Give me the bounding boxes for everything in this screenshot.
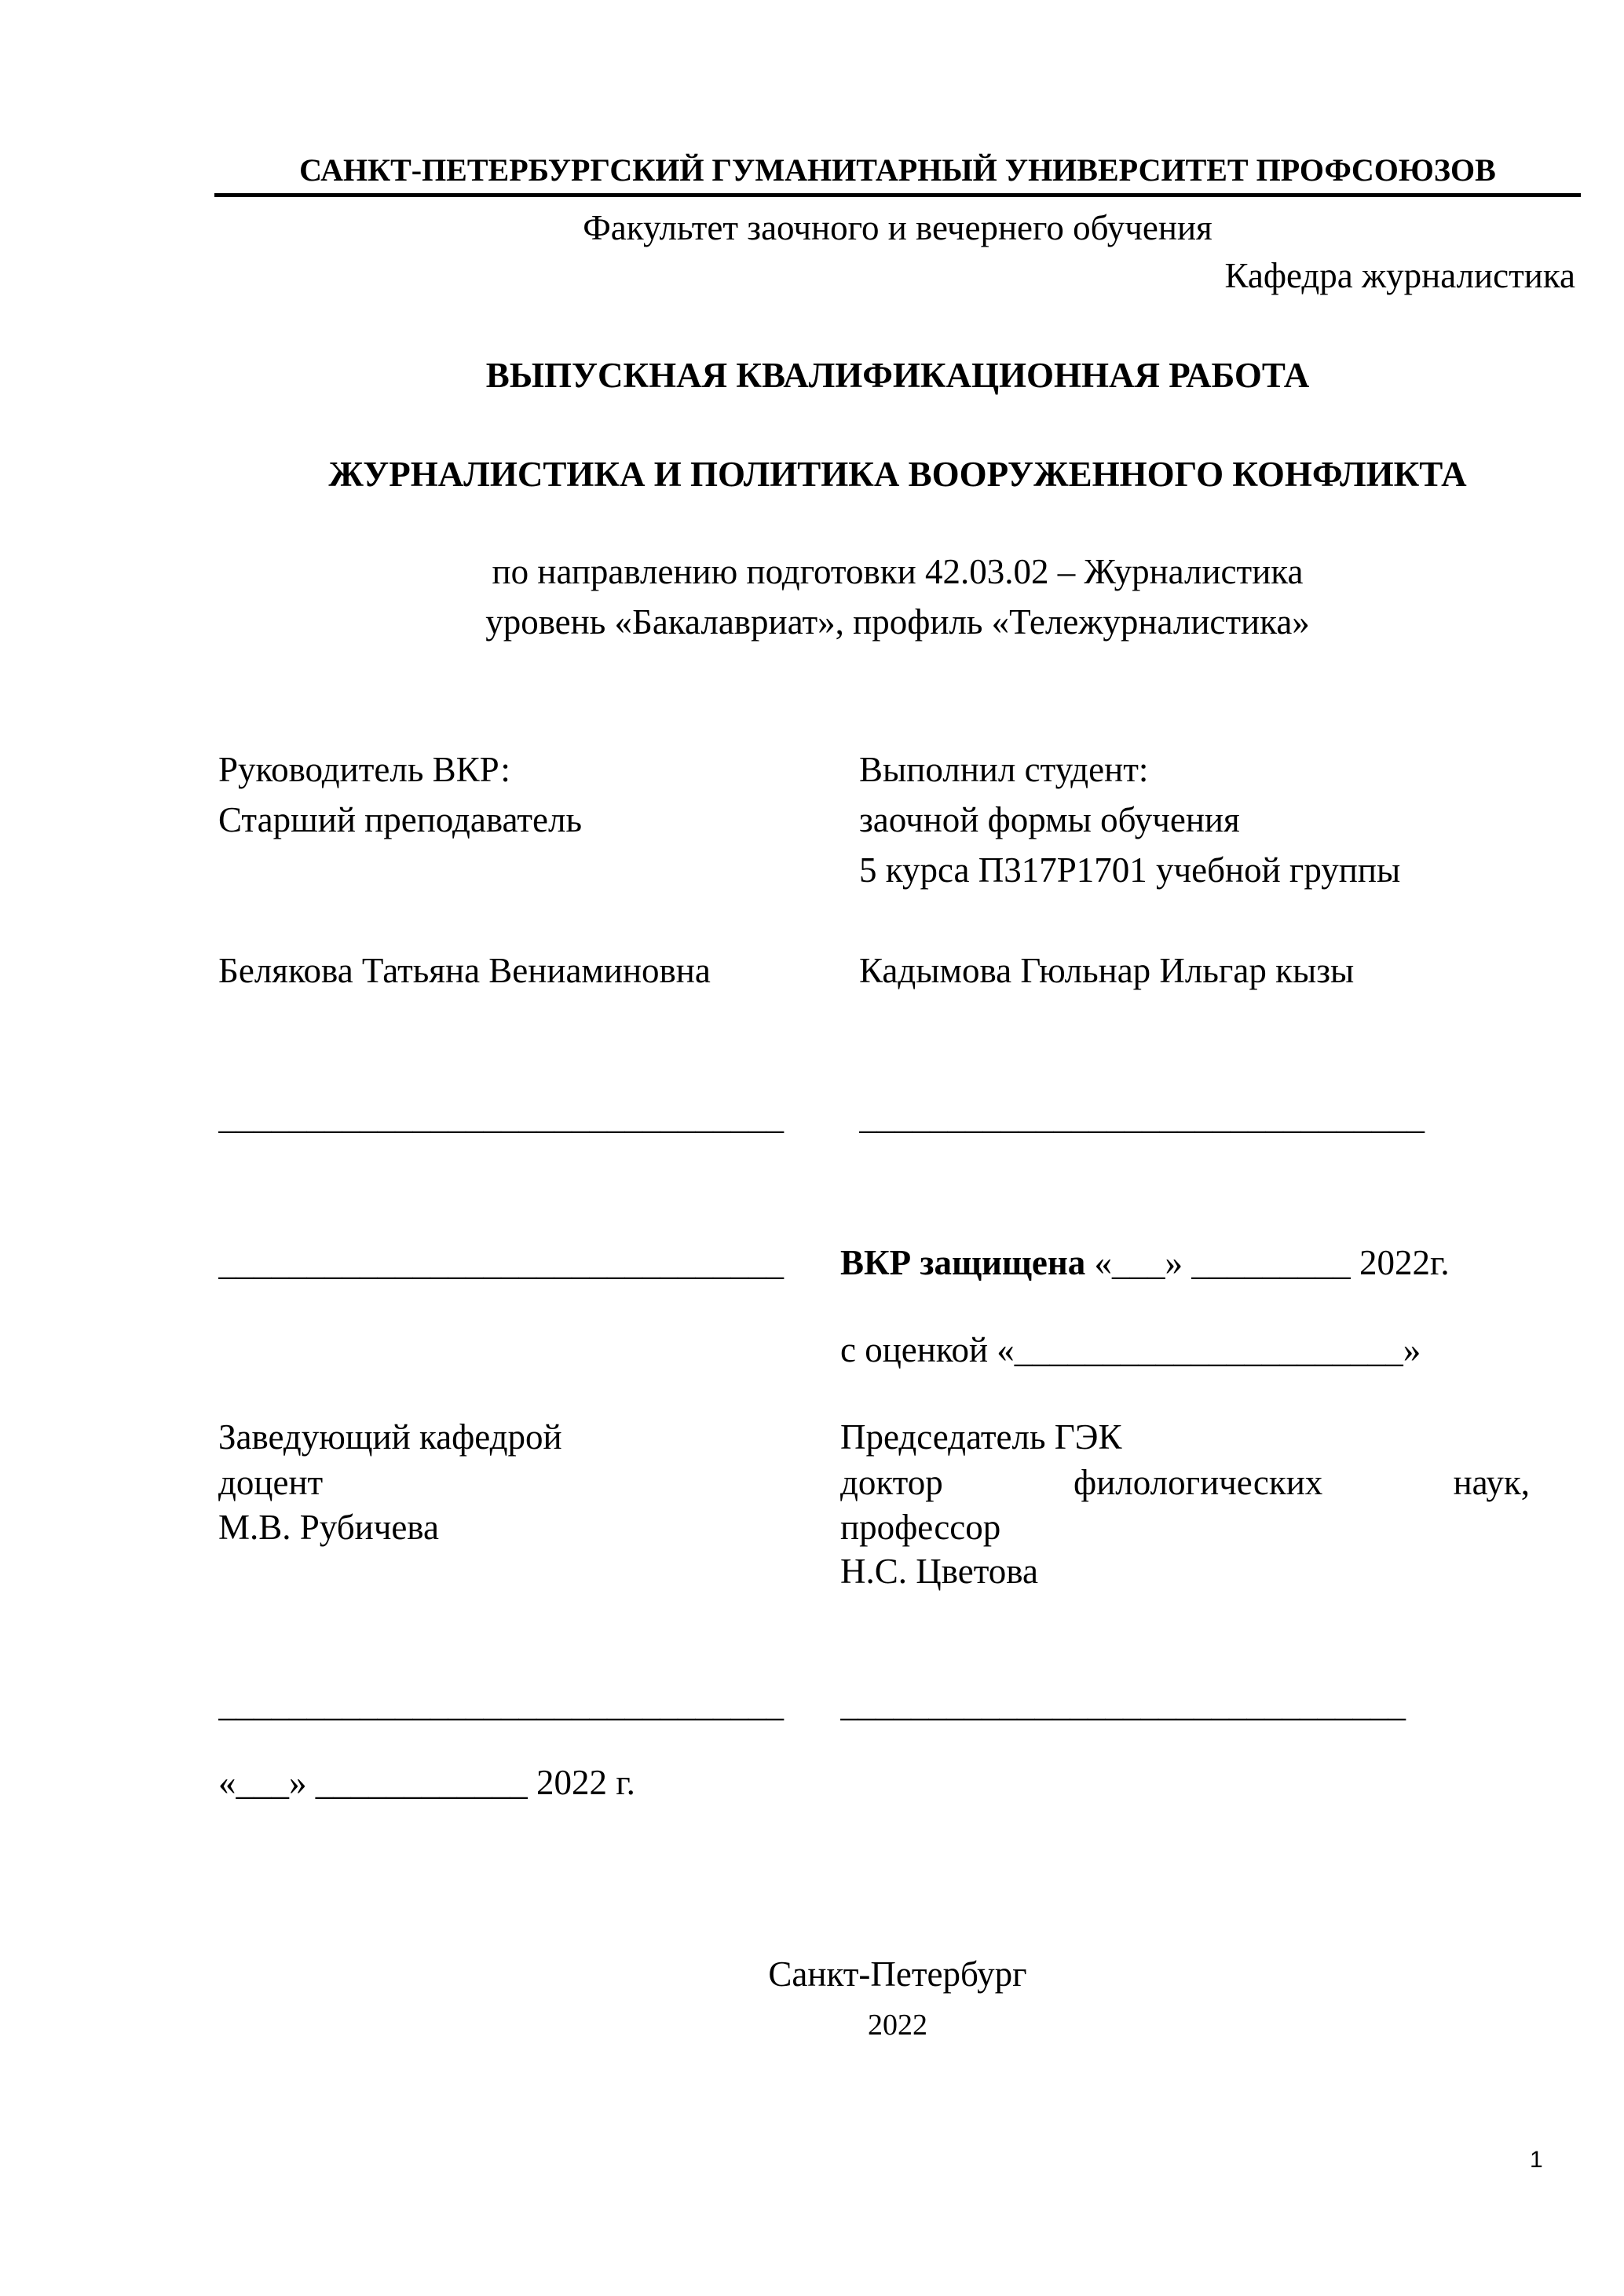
defense-label: ВКР защищена [840, 1243, 1086, 1282]
chair-degree-word: филологических [1074, 1463, 1323, 1502]
header-rule [214, 193, 1581, 197]
student-label: Выполнил студент: [859, 750, 1149, 789]
chair-title: профессор [840, 1508, 1001, 1547]
student-signature-line: ________________________________ [859, 1099, 1425, 1135]
chair-label: Председатель ГЭК [840, 1417, 1122, 1457]
page-number: 1 [1530, 2147, 1543, 2173]
university-name: САНКТ-ПЕТЕРБУРГСКИЙ ГУМАНИТАРНЫЙ УНИВЕРСИТЕТ ПРОФСОЮЗОВ [299, 152, 1496, 188]
chair-signature-line: ________________________________ [840, 1687, 1406, 1722]
supervisor-label: Руководитель ВКР: [218, 750, 510, 789]
defense-date [840, 1245, 1450, 1281]
defense-date-blank: «___» _________ 2022г. [1085, 1243, 1450, 1282]
signature-line: ________________________________ [218, 1245, 784, 1281]
head-label: Заведующий кафедрой [218, 1417, 562, 1457]
head-name: М.В. Рубичева [218, 1508, 439, 1547]
chair-degree-word: доктор [840, 1463, 943, 1502]
student-form: заочной формы обучения [859, 800, 1240, 839]
faculty-name: Факультет заочного и вечернего обучения [583, 208, 1213, 247]
head-date: «___» ____________ 2022 г. [218, 1763, 635, 1802]
head-position: доцент [218, 1463, 324, 1502]
chair-name: Н.С. Цветова [840, 1552, 1038, 1591]
defense-grade: с оценкой «______________________» [840, 1330, 1421, 1369]
student-group: 5 курса П317Р1701 учебной группы [859, 850, 1401, 890]
supervisor-position: Старший преподаватель [218, 800, 582, 839]
supervisor-name: Белякова Татьяна Вениаминовна [218, 951, 711, 990]
head-signature-line: ________________________________ [218, 1687, 784, 1722]
study-level: уровень «Бакалавриат», профиль «Тележурналистика» [485, 602, 1310, 642]
chair-degree-word: наук, [1453, 1463, 1530, 1502]
study-direction: по направлению подготовки 42.03.02 – Журналистика [492, 552, 1304, 591]
student-name: Кадымова Гюльнар Ильгар кызы [859, 951, 1355, 990]
work-type-title: ВЫПУСКНАЯ КВАЛИФИКАЦИОННАЯ РАБОТА [485, 356, 1310, 395]
city: Санкт-Петербург [768, 1954, 1027, 1994]
chair-degree [840, 1465, 1530, 1501]
year: 2022 [868, 2009, 927, 2042]
department-name: Кафедра журналистика [1224, 256, 1575, 295]
thesis-topic: ЖУРНАЛИСТИКА И ПОЛИТИКА ВООРУЖЕННОГО КОНФЛИКТА [328, 455, 1467, 494]
supervisor-signature-line: ________________________________ [218, 1099, 784, 1135]
